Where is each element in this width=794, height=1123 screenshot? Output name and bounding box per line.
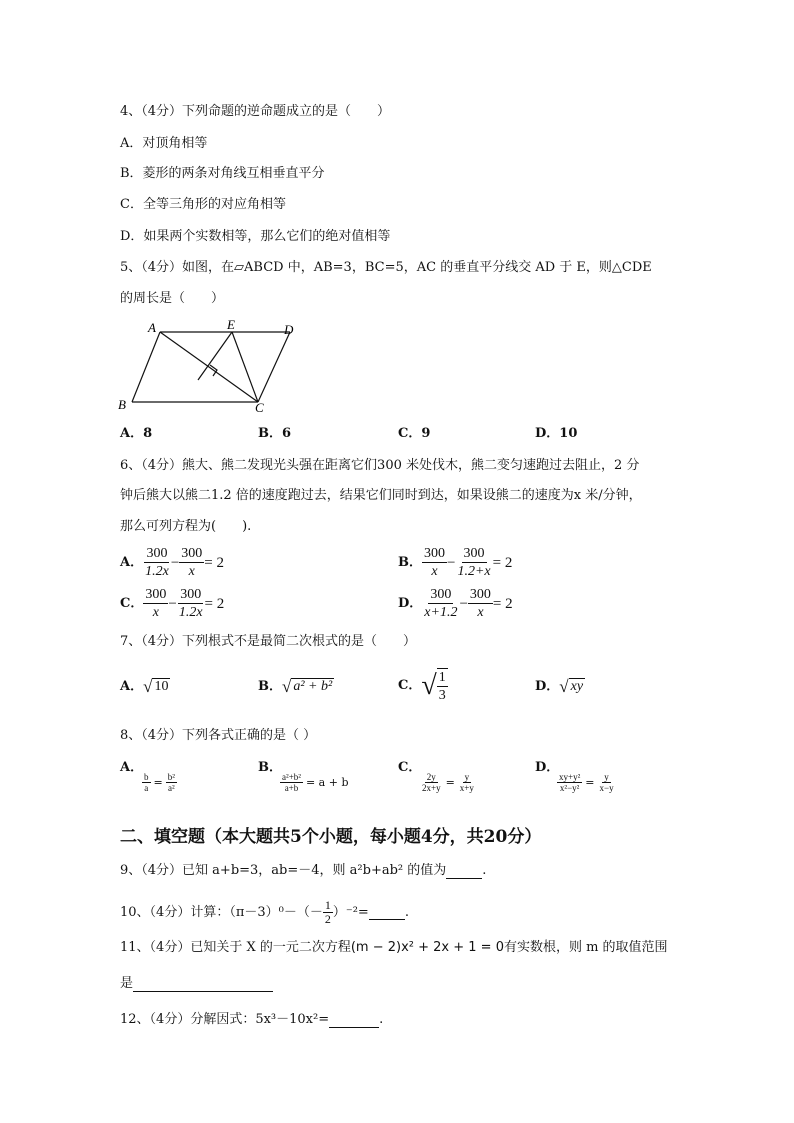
q8-option-b: B． $\frac{\text{a²+b²}}{a+b}$ = a + b	[258, 760, 349, 793]
fraction: $\frac{\text{a²+b²}}{a+b}$	[282, 772, 301, 793]
fraction: $\frac{b}{a}$	[144, 772, 149, 793]
q5-option-c: C．9	[398, 426, 431, 441]
q6-option-b: B． $\frac{300}{x}$ − $\frac{300}{1.2+x}$ = 2	[398, 546, 513, 579]
q11-line2: 是	[120, 976, 273, 992]
q4-option-d: D．如果两个实数相等，那么它们的绝对值相等	[120, 229, 391, 244]
answer-blank[interactable]	[329, 1027, 379, 1028]
q4-option-b: B．菱形的两条对角线互相垂直平分	[120, 166, 325, 181]
label-B: B	[118, 397, 126, 412]
fraction: $\frac{300}{x}$	[181, 546, 203, 579]
q4-stem: 4、（4分）下列命题的逆命题成立的是（ ）	[120, 104, 391, 119]
q4-option-a: A．对顶角相等	[120, 136, 208, 151]
fraction: $\frac{300}{x}$	[424, 546, 445, 579]
q6-stem-line2: 钟后熊大以熊二1.2 倍的速度跑过去，结果它们同时到达，如果设熊二的速度为x 米/分钟，	[120, 488, 642, 503]
radical-sign: √	[559, 676, 569, 696]
q4-option-c: C．全等三角形的对应角相等	[120, 197, 286, 212]
answer-blank[interactable]	[446, 878, 482, 879]
answer-blank[interactable]	[369, 905, 405, 920]
label-E: E	[227, 317, 235, 332]
answer-blank[interactable]	[133, 991, 273, 992]
q5-option-a: A．8	[120, 426, 153, 441]
fraction: $\frac{300}{x}$	[145, 587, 167, 620]
q7-option-c: C． √ $\frac{1}{3}$	[398, 670, 446, 703]
label-C: C	[255, 400, 264, 415]
fraction: $\frac{2y}{2x+y}$	[422, 772, 441, 793]
q5-option-b: B．6	[258, 426, 292, 441]
q10: 10、（4分）计算：（π－3）⁰－（－ $\frac{1}{2}$ ）⁻²= .	[120, 898, 409, 926]
q8-stem: 8、（4分）下列各式正确的是（ ）	[120, 728, 317, 743]
fraction: $\frac{300}{x+1.2}$	[424, 587, 458, 620]
section-title: 二、填空题（本大题共5个小题，每小题4分，共20分）	[120, 827, 542, 847]
q5-stem-line1: 5、（4分）如图，在▱ABCD 中，AB=3，BC=5，AC 的垂直平分线交 AD 于 E，则△CDE	[120, 260, 652, 275]
fraction: $\frac{y}{x+y}$	[459, 772, 474, 793]
q6-stem-line1: 6、（4分）熊大、熊二发现光头强在距离它们300 米处伐木，熊二变匀速跑过去阻止，2 分	[120, 458, 640, 473]
q12: 12、（4分）分解因式：5x³－10x²= .	[120, 1012, 384, 1027]
fraction: $\frac{y}{x-y}$	[599, 772, 614, 793]
q7-stem: 7、（4分）下列根式不是最简二次根式的是（ ）	[120, 634, 417, 649]
radical-sign: √	[421, 670, 437, 701]
fraction: $\frac{1}{3}$	[438, 670, 446, 703]
q6-stem-line3: 那么可列方程为( ).	[120, 519, 252, 534]
q6-option-a: A． $\frac{300}{1.2x}$ − $\frac{300}{x}$ = 2	[120, 546, 224, 579]
fraction: $\frac{\text{b²}}{\text{a²}}$	[167, 772, 175, 793]
q5-stem-line2: 的周长是（ ）	[120, 291, 225, 306]
fraction: $\frac{300}{x}$	[469, 587, 491, 620]
radical-sign: √	[143, 676, 153, 696]
label-D: D	[284, 322, 294, 337]
q7-option-a: A． √ 10	[120, 676, 169, 696]
label-A: A	[148, 320, 156, 335]
fraction: $\frac{300}{1.2x}$	[145, 546, 169, 579]
q7-option-d: D． √ xy	[535, 676, 584, 696]
q6-option-c: C． $\frac{300}{x}$ − $\frac{300}{1.2x}$ = 2	[120, 587, 225, 620]
q11-line1: 11、（4分）已知关于 X 的一元二次方程(m − 2)x² + 2x + 1 = 0有实数根，则 m 的取值范围	[120, 940, 668, 955]
fraction: $\frac{300}{1.2+x}$	[457, 546, 491, 579]
q6-option-d: D． $\frac{300}{x+1.2}$ − $\frac{300}{x}$ = 2	[398, 587, 513, 620]
q5-option-d: D．10	[535, 426, 578, 441]
q8-option-c: C． $\frac{2y}{2x+y}$ = $\frac{y}{x+y}$	[398, 760, 474, 793]
q7-option-b: B． √ a² + b²	[258, 676, 333, 696]
parallelogram-figure	[112, 316, 312, 416]
fraction: $\frac{1}{2}$	[324, 898, 331, 926]
fraction: $\frac{300}{1.2x}$	[178, 587, 203, 620]
radical-sign: √	[282, 676, 292, 696]
fraction: $\frac{\text{xy+y²}}{\text{x²−y²}}$	[559, 772, 581, 793]
q8-option-d: D． $\frac{\text{xy+y²}}{\text{x²−y²}}$ = $\frac{y}{x-y}$	[535, 760, 614, 793]
q8-option-a: A． $\frac{b}{a}$ = $\frac{\text{b²}}{\text{a²}}$	[120, 760, 175, 793]
q9: 9、（4分）已知 a+b=3，ab=－4，则 a²b+ab² 的值为 .	[120, 863, 487, 878]
